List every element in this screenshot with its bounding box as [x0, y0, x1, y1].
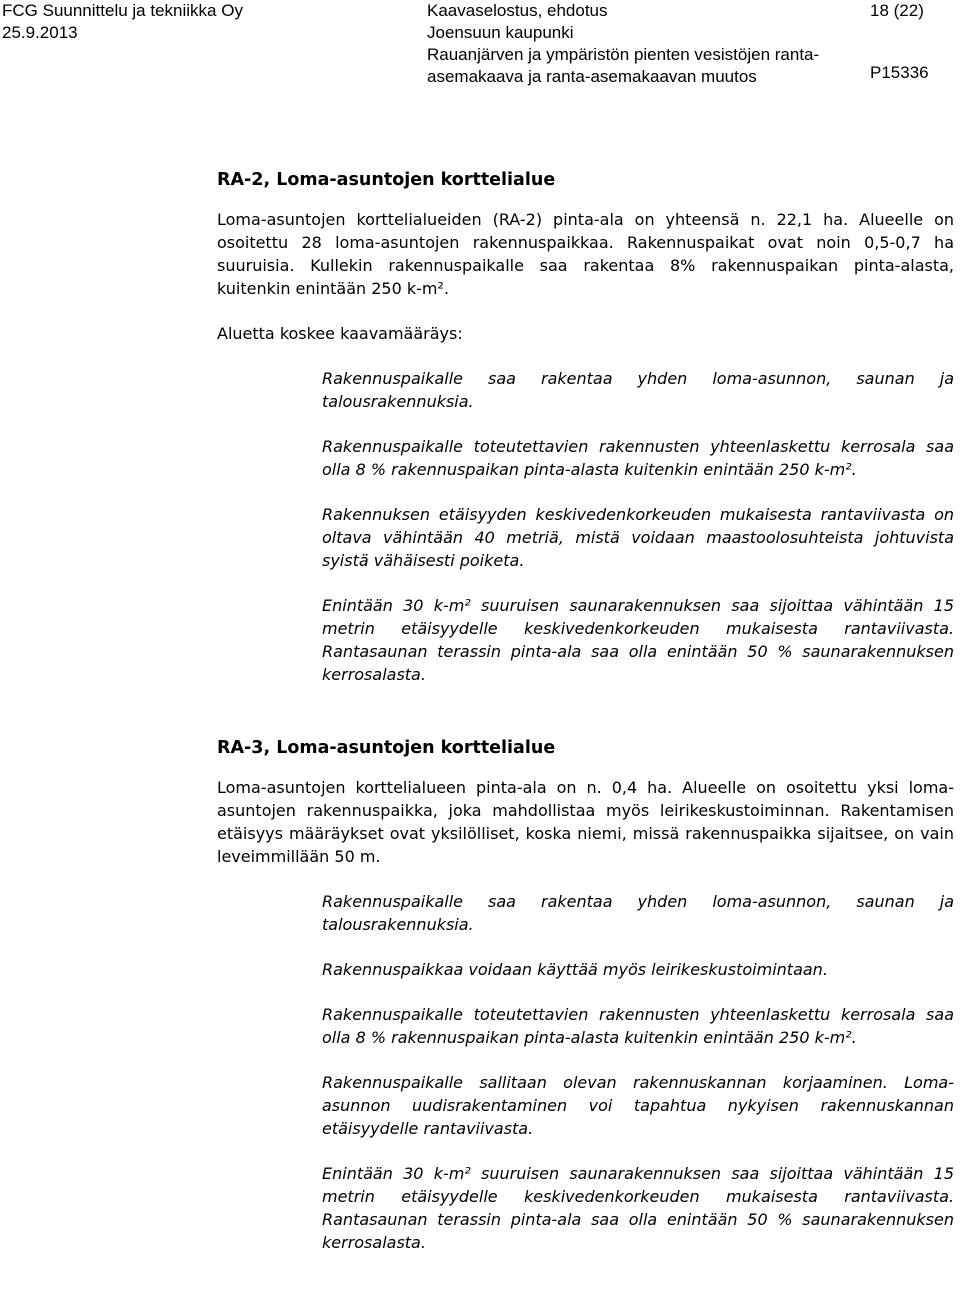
regulation-item: Enintään 30 k-m² suuruisen saunarakennuksen saa sijoittaa vähintään 15 metrin etäisyydelle keskivedenkorkeuden mukaisesta rantaviivasta. Rantasaunan terassin pinta-ala saa olla enintään 50 % saunarakennuksen kerrosalasta. [322, 1164, 954, 1252]
regulation-item: Rakennuspaikkaa voidaan käyttää myös leirikeskustoimintaan. [322, 960, 828, 979]
document-body [217, 168, 954, 1276]
regulation-item: Rakennuksen etäisyyden keskivedenkorkeuden mukaisesta rantaviivasta on oltava vähintään 40 metriä, mistä voidaan maastoolosuhteista johtuvista syistä vähäisesti poiketa. [322, 505, 954, 570]
section-ra2 [217, 168, 954, 686]
section-title: RA-3, Loma-asuntojen korttelialue [217, 738, 556, 758]
document-date: 25.9.2013 [2, 23, 78, 42]
section-spacer [217, 708, 954, 736]
regulation-item: Rakennuspaikalle toteutettavien rakennusten yhteenlaskettu kerrosala saa olla 8 % rakennuspaikan pinta-alasta kuitenkin enintään 250 k-m². [322, 437, 954, 479]
page-number: 18 (22) [870, 1, 924, 20]
section-ra3 [217, 736, 954, 1254]
project-number: P15336 [870, 63, 929, 82]
section-intro: Loma-asuntojen korttelialueen pinta-ala on n. 0,4 ha. Alueelle on osoitettu yksi loma-asuntojen rakennuspaikka, joka mahdollistaa myös leirikeskustoiminnan. Rakentamisen etäisyys määräykset ovat yksilölliset, koska niemi, missä rakennuspaikka sijaitsee, on vain leveimmillään 50 m. [217, 778, 954, 866]
plan-name-line2: asemakaava ja ranta-asemakaavan muutos [427, 67, 757, 86]
regulation-item: Rakennuspaikalle toteutettavien rakennusten yhteenlaskettu kerrosala saa olla 8 % rakennuspaikan pinta-alasta kuitenkin enintään 250 k-m². [322, 1005, 954, 1047]
regulation-item: Enintään 30 k-m² suuruisen saunarakennuksen saa sijoittaa vähintään 15 metrin etäisyydelle keskivedenkorkeuden mukaisesta rantaviivasta. Rantasaunan terassin pinta-ala saa olla enintään 50 % saunarakennuksen kerrosalasta. [322, 596, 954, 684]
header-left [2, 0, 243, 44]
header-middle [427, 0, 819, 88]
regulation-lead: Aluetta koskee kaavamääräys: [217, 324, 463, 343]
regulation-item: Rakennuspaikalle saa rakentaa yhden loma-asunnon, saunan ja talousrakennuksia. [322, 892, 954, 934]
municipality: Joensuun kaupunki [427, 23, 574, 42]
regulation-item: Rakennuspaikalle saa rakentaa yhden loma-asunnon, saunan ja talousrakennuksia. [322, 369, 954, 411]
company-name: FCG Suunnittelu ja tekniikka Oy [2, 1, 243, 20]
section-title: RA-2, Loma-asuntojen korttelialue [217, 170, 556, 190]
page-header [0, 0, 960, 90]
document-type: Kaavaselostus, ehdotus [427, 1, 608, 20]
regulation-item: Rakennuspaikalle sallitaan olevan rakennuskannan korjaaminen. Loma-asunnon uudisrakentaminen voi tapahtua nykyisen rakennuskannan etäisyydelle rantaviivasta. [322, 1073, 954, 1138]
section-intro: Loma-asuntojen korttelialueiden (RA-2) pinta-ala on yhteensä n. 22,1 ha. Alueelle on osoitettu 28 loma-asuntojen rakennuspaikkaa. Rakennuspaikat ovat noin 0,5-0,7 ha suuruisia. Kullekin rakennuspaikalle saa rakentaa 8% rakennuspaikan pinta-alasta, kuitenkin enintään 250 k-m². [217, 210, 954, 298]
plan-name-line1: Rauanjärven ja ympäristön pienten vesistöjen ranta- [427, 45, 820, 64]
